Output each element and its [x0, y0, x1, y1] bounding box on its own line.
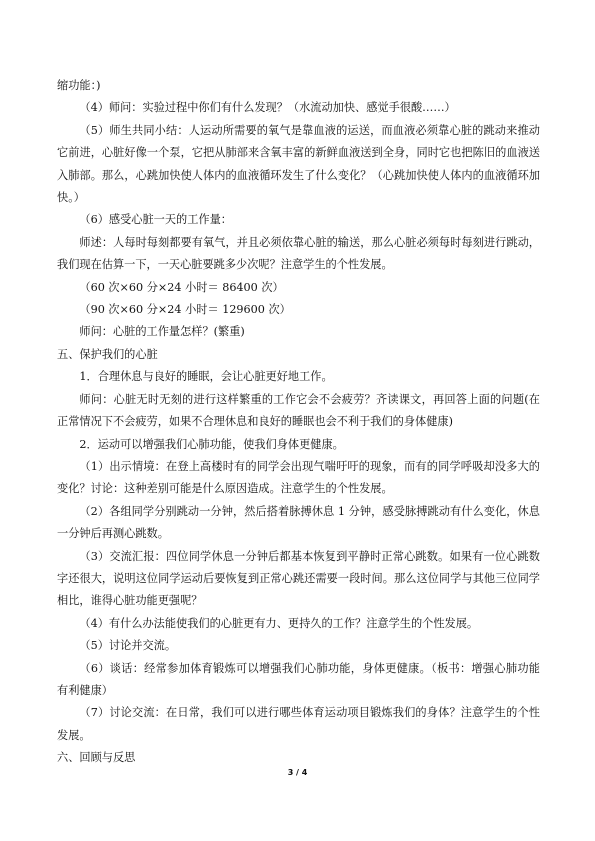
paragraph-step-5-summary: （5）师生共同小结：人运动所需要的氧气是靠血液的运送，而血液必须靠心脏的跳动来推动它前进，心脏好像一个泵，它把从肺部来含氧丰富的新鲜血液送到全身，同时它也把陈旧的血液送入肺部。那么，心跳加快使人体内的血液循环发生了什么变化？（心跳加快使人体内的血液循环加快。）: [57, 123, 540, 205]
paragraph-point-1-discussion: 师问：心脏无时无刻的进行这样繁重的工作它会不会疲劳？齐读课文，再回答上面的问题(在正常情况下不会疲劳，如果不合理休息和良好的睡眠也会不利于我们的身体健康): [57, 392, 540, 429]
paragraph-step-4-question: （4）师问：实验过程中你们有什么发现？（水流动加快、感觉手很酸……）: [79, 101, 456, 115]
paragraph-calculation-2: （90 次×60 分×24 小时＝ 129600 次）: [79, 303, 291, 317]
paragraph-step-6-heading: （6）感受心脏一天的工作量：: [79, 213, 232, 227]
document-body: [57, 75, 552, 770]
paragraph-continuation: 缩功能：): [57, 79, 101, 92]
paragraph-discussion-7: （7）讨论交流：在日常，我们可以进行哪些体育运动项目锻炼我们的身体？注意学生的个性发展。: [57, 706, 540, 742]
paragraph-report-3: （3）交流汇报：四位同学休息一分钟后都基本恢复到平静时正常心跳数。如果有一位心跳数字还很大，说明这位同学运动后要恢复到正常心跳还需要一段时间。那么这位同学与其他三位同学相比，谁得心脏功能更强呢？: [57, 549, 540, 608]
paragraph-question-4: （4）有什么办法能使我们的心脏更有力、更持久的工作？注意学生的个性发展。: [79, 616, 479, 630]
paragraph-situation-1: （1）出示情境：在登上高楼时有的同学会出现气喘吁吁的现象，而有的同学呼吸却没多大的变化？讨论：这种差别可能是什么原因造成。注意学生的个性发展。: [57, 459, 540, 496]
section-heading-5: 五、保护我们的心脏: [57, 347, 158, 361]
paragraph-talk-6: （6）谈话：经常参加体育锻炼可以增强我们心肺功能，身体更健康。（板书：增强心肺功能 有利健康）: [57, 661, 552, 697]
section-heading-6: 六、回顾与反思: [57, 751, 136, 765]
paragraph-point-1: 1．合理休息与良好的睡眠，会让心脏更好地工作。: [79, 370, 333, 384]
paragraph-discussion-5: （5）讨论并交流。: [79, 639, 177, 653]
paragraph-activity-2: （2）各组同学分别跳动一分钟，然后搭着脉搏休息 1 分钟，感受脉搏跳动有什么变化，休息一分钟后再测心跳数。: [57, 504, 540, 541]
paragraph-point-2: 2．运动可以增强我们心肺功能，使我们身体更健康。: [79, 437, 344, 451]
paragraph-teacher-narration: 师述：人每时每刻都要有氧气，并且必须依靠心脏的输送，那么心脏必须每时每刻进行跳动，我们现在估算一下，一天心脏要跳多少次呢？注意学生的个性发展。: [57, 235, 540, 272]
paragraph-calculation-1: （60 次×60 分×24 小时＝ 86400 次）: [79, 280, 284, 294]
paragraph-teacher-question: 师问：心脏的工作量怎样？(繁重): [79, 325, 245, 339]
page-number: 3 / 4: [287, 768, 308, 777]
